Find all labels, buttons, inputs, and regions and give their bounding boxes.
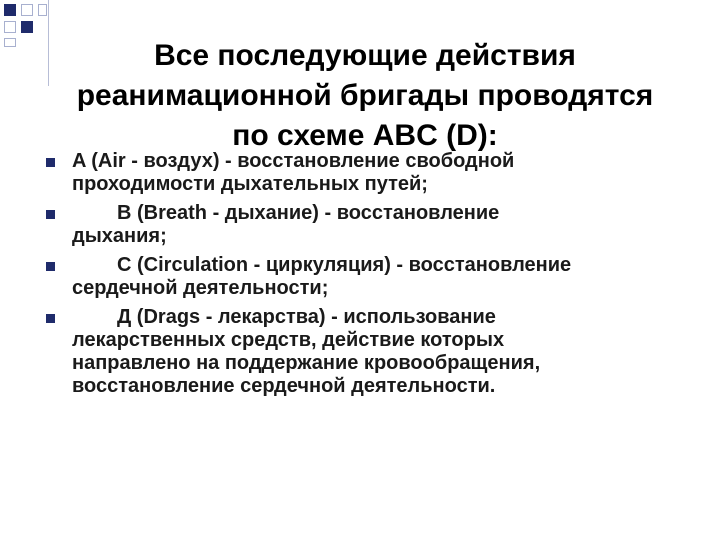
bullet-line: C (Circulation - циркуляция) - восстановление	[117, 254, 572, 276]
bullet-line: дыхания;	[72, 225, 167, 247]
bullet-line: A (Air - воздух) - восстановление свободной	[72, 150, 515, 172]
decor-square	[38, 4, 47, 16]
bullet-line: сердечной деятельности;	[72, 277, 329, 299]
bullet-item-drags	[46, 306, 686, 398]
square-bullet-icon	[46, 158, 55, 167]
bullet-line: проходимости дыхательных путей;	[72, 173, 428, 195]
title-line: по схеме ABC (D):	[232, 119, 498, 152]
title-line: реанимационной бригады проводятся	[76, 79, 654, 112]
square-bullet-icon	[46, 210, 55, 219]
bullet-list	[46, 150, 686, 404]
decor-square	[4, 21, 16, 33]
decor-square	[21, 4, 33, 16]
bullet-item-air	[46, 150, 686, 196]
decor-square	[4, 4, 16, 16]
square-bullet-icon	[46, 314, 55, 323]
bullet-line: Д (Drags - лекарства) - использование	[117, 306, 496, 328]
bullet-line: восстановление сердечной деятельности.	[72, 375, 496, 397]
bullet-item-breath	[46, 202, 686, 248]
decor-square	[4, 38, 16, 47]
decor-square	[21, 21, 33, 33]
square-bullet-icon	[46, 262, 55, 271]
title-line: Все последующие действия	[154, 39, 576, 72]
slide-title	[40, 36, 690, 156]
bullet-line: лекарственных средств, действие которых	[72, 329, 505, 351]
bullet-line: направлено на поддержание кровообращения,	[72, 352, 541, 374]
bullet-item-circulation	[46, 254, 686, 300]
bullet-line: B (Breath - дыхание) - восстановление	[117, 202, 500, 224]
